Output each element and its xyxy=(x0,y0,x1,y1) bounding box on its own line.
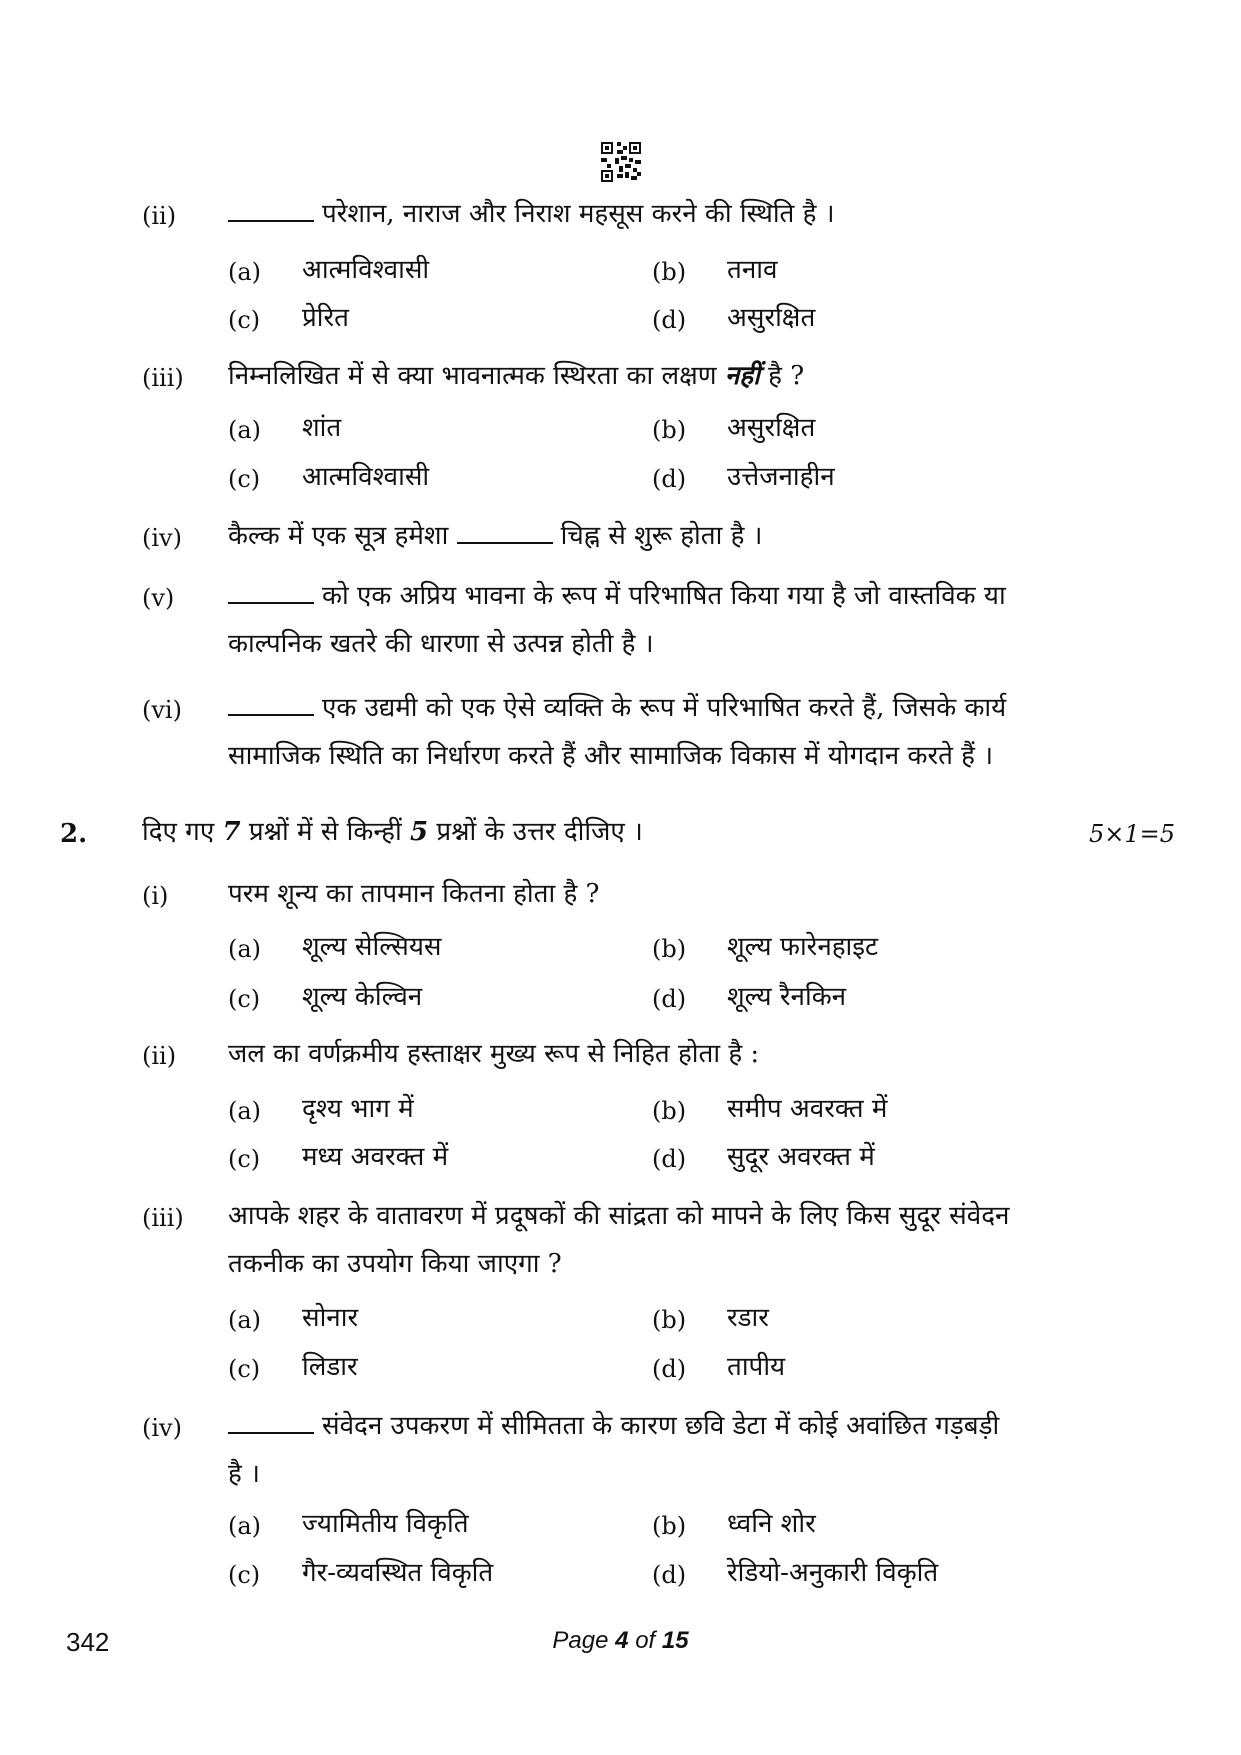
option-label: (d) xyxy=(652,1355,687,1383)
option-text: तापीय xyxy=(727,1352,786,1382)
question-number: (iii) xyxy=(142,1204,184,1232)
option-text: शांत xyxy=(302,413,342,443)
option-text: शूल्य केल्विन xyxy=(302,982,423,1012)
question-text: परेशान, नाराज और निराश महसूस करने की स्थिति है । xyxy=(228,198,835,230)
option-label: (b) xyxy=(652,1512,687,1540)
option-text: असुरक्षित xyxy=(727,413,816,443)
option-text: लिडार xyxy=(302,1352,358,1382)
question-text: संवेदन उपकरण में सीमितता के कारण छवि डेटा में कोई अवांछित गड़बड़ी xyxy=(228,1410,999,1442)
question-number: (vi) xyxy=(142,696,182,724)
option-text: समीप अवरक्त में xyxy=(727,1094,888,1124)
option-label: (b) xyxy=(652,1306,687,1334)
option-label: (a) xyxy=(228,258,262,286)
marks-allocation: 5×1=5 xyxy=(1088,820,1175,848)
question-text: जल का वर्णक्रमीय हस्ताक्षर मुख्य रूप से निहित होता है : xyxy=(228,1039,760,1069)
option-text: ज्यामितीय विकृति xyxy=(302,1509,469,1539)
question-number: (iv) xyxy=(142,1414,182,1442)
option-label: (d) xyxy=(652,1145,687,1173)
question-text: परम शून्य का तापमान कितना होता है ? xyxy=(228,879,600,909)
page-number: Page 4 of 15 xyxy=(552,1627,689,1654)
option-label: (d) xyxy=(652,306,687,334)
option-text: दृश्य भाग में xyxy=(302,1094,414,1124)
option-label: (d) xyxy=(652,1561,687,1589)
option-label: (b) xyxy=(652,935,687,963)
option-label: (a) xyxy=(228,416,262,444)
option-label: (b) xyxy=(652,416,687,444)
option-text: सोनार xyxy=(302,1303,359,1333)
option-label: (a) xyxy=(228,1306,262,1334)
option-text: गैर-व्यवस्थित विकृति xyxy=(302,1558,494,1588)
question-text: काल्पनिक खतरे की धारणा से उत्पन्न होती है । xyxy=(228,629,654,659)
option-label: (d) xyxy=(652,465,687,493)
question-text: निम्नलिखित में से क्या भावनात्मक स्थिरता का लक्षण नहीं है ? xyxy=(228,361,805,391)
question-number: (iii) xyxy=(142,364,184,392)
option-text: रडार xyxy=(727,1303,769,1333)
option-text: मध्य अवरक्त में xyxy=(302,1142,449,1172)
question-number: (v) xyxy=(142,584,175,612)
option-text: ध्वनि शोर xyxy=(727,1509,816,1539)
option-text: शूल्य सेल्सियस xyxy=(302,932,442,962)
option-label: (a) xyxy=(228,1512,262,1540)
option-text: सुदूर अवरक्त में xyxy=(727,1142,875,1172)
question-text: आपके शहर के वातावरण में प्रदूषकों की सांद्रता को मापने के लिए किस सुदूर संवेदन xyxy=(228,1201,1010,1231)
question-text: तकनीक का उपयोग किया जाएगा ? xyxy=(228,1249,562,1279)
option-label: (c) xyxy=(228,1145,261,1173)
question-text: सामाजिक स्थिति का निर्धारण करते हैं और सामाजिक विकास में योगदान करते हैं । xyxy=(228,741,994,771)
question-text: को एक अप्रिय भावना के रूप में परिभाषित किया गया है जो वास्तविक या xyxy=(228,580,1006,612)
option-text: प्रेरित xyxy=(302,303,349,333)
option-text: शूल्य फारेनहाइट xyxy=(727,932,879,962)
option-label: (c) xyxy=(228,306,261,334)
option-text: आत्मविश्वासी xyxy=(302,462,430,492)
option-label: (b) xyxy=(652,1097,687,1125)
option-text: उत्तेजनाहीन xyxy=(727,462,835,492)
option-text: तनाव xyxy=(727,255,778,285)
option-label: (c) xyxy=(228,1561,261,1589)
question-number: (i) xyxy=(142,882,169,910)
option-label: (c) xyxy=(228,985,261,1013)
question-number: (ii) xyxy=(142,1042,177,1070)
qr-code-icon xyxy=(601,142,641,182)
option-text: असुरक्षित xyxy=(727,303,816,333)
option-text: शूल्य रैनकिन xyxy=(727,982,847,1012)
option-label: (a) xyxy=(228,935,262,963)
option-label: (d) xyxy=(652,985,687,1013)
question-text: एक उद्यमी को एक ऐसे व्यक्ति के रूप में परिभाषित करते हैं, जिसके कार्य xyxy=(228,692,1006,724)
question-text: दिए गए 7 प्रश्नों में से किन्हीं 5 प्रश्नों के उत्तर दीजिए । xyxy=(142,817,643,847)
question-number: (iv) xyxy=(142,524,182,552)
question-text: कैल्क में एक सूत्र हमेशा चिह्न से शुरू होता है । xyxy=(228,521,763,551)
question-number: (ii) xyxy=(142,202,177,230)
option-label: (a) xyxy=(228,1097,262,1125)
option-text: रेडियो-अनुकारी विकृति xyxy=(727,1558,939,1588)
question-number: 2. xyxy=(60,819,88,849)
question-text: है । xyxy=(228,1459,260,1489)
option-label: (b) xyxy=(652,258,687,286)
option-label: (c) xyxy=(228,465,261,493)
option-text: आत्मविश्वासी xyxy=(302,255,430,285)
option-label: (c) xyxy=(228,1355,261,1383)
paper-code: 342 xyxy=(66,1627,110,1657)
